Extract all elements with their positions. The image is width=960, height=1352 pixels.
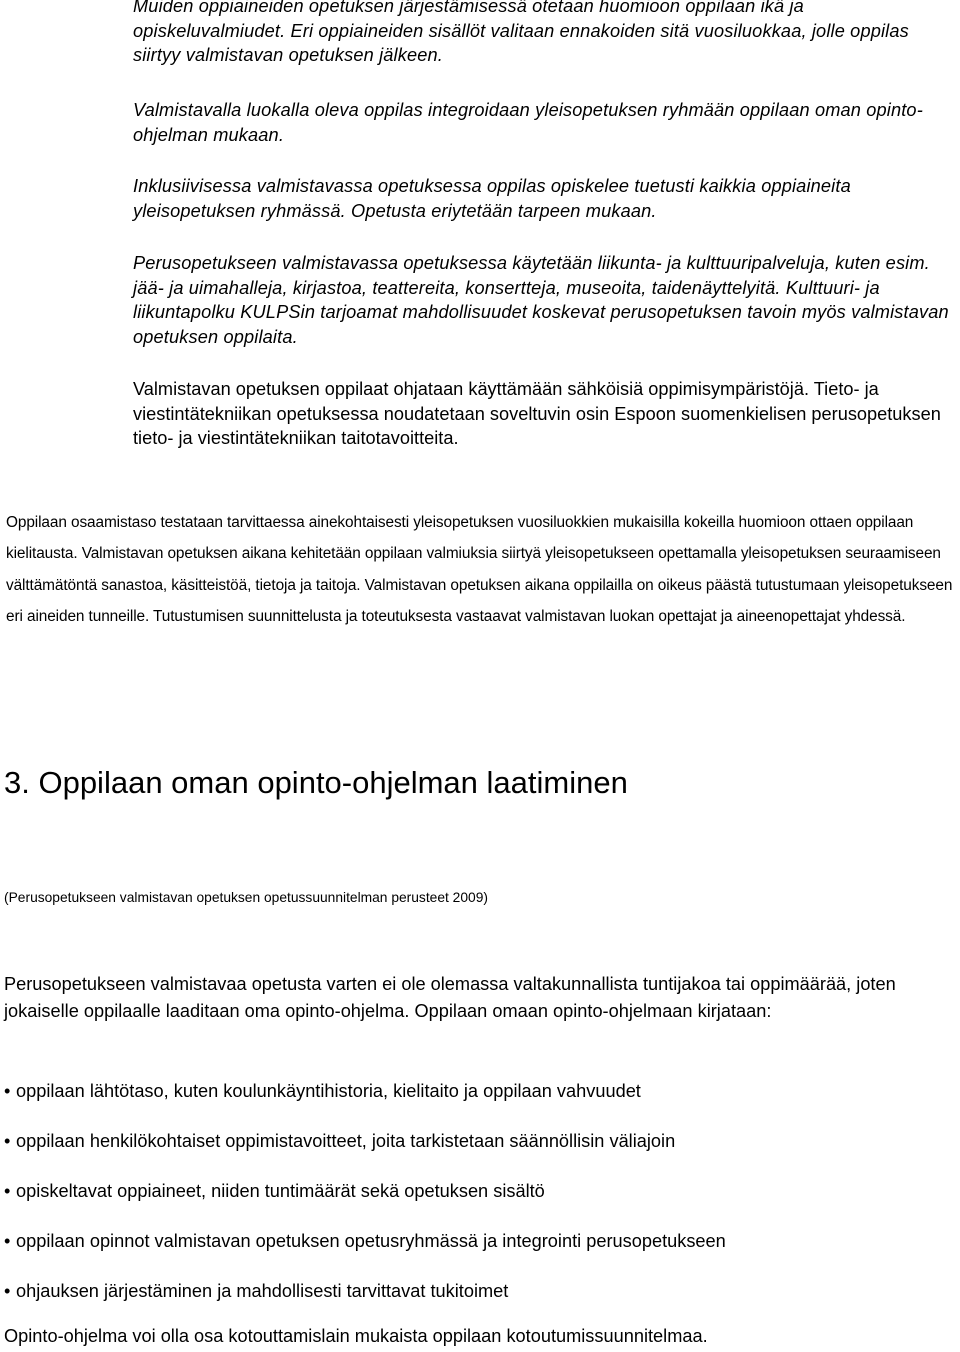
source-reference: (Perusopetukseen valmistavan opetuksen opetussuunnitelman perusteet 2009)	[4, 890, 488, 905]
list-item	[4, 1278, 726, 1328]
paragraph-digital-learning: Valmistavan opetuksen oppilaat ohjataan käyttämään sähköisiä oppimisympäristöjä. Tieto- ja viestintätekniikan opetuksessa noudatetaan soveltuvin osin Espoon suomenkielisen perusopetuksen tieto- ja viestintätekniikan taitotavoitteita.	[133, 379, 941, 448]
list-item-text: oppilaan opinnot valmistavan opetuksen opetusryhmässä ja integrointi perusopetukseen	[16, 1231, 726, 1251]
paragraph-inclusive-teaching: Inklusiivisessa valmistavassa opetuksessa oppilas opiskelee tuetusti kaikkia oppiaineita yleisopetuksen ryhmässä. Opetusta eriytetään tarpeen mukaan.	[133, 176, 851, 221]
paragraph-study-program-intro: Perusopetukseen valmistavaa opetusta varten ei ole olemassa valtakunnallista tuntijakoa tai oppimäärää, joten jokaiselle oppilaalle laaditaan oma opinto-ohjelma. Oppilaan omaan opinto-ohjelmaan kirjataan:	[4, 974, 896, 1021]
list-item	[4, 1178, 726, 1228]
paragraph-subject-organization: Muiden oppiaineiden opetuksen järjestämisessä otetaan huomioon oppilaan ikä ja opiskeluvalmiudet. Eri oppiaineiden sisällöt valitaan ennakoiden sitä vuosiluokkaa, jolle oppilas siirtyy valmistavan opetuksen jälkeen.	[133, 0, 909, 65]
bullet-icon: •	[4, 1281, 11, 1301]
list-item-text: opiskeltavat oppiaineet, niiden tuntimäärät sekä opetuksen sisältö	[16, 1181, 545, 1201]
list-item	[4, 1078, 726, 1128]
paragraph-integration: Valmistavalla luokalla oleva oppilas integroidaan yleisopetuksen ryhmään oppilaan oman opinto-ohjelman mukaan.	[133, 100, 923, 145]
section-heading: 3. Oppilaan oman opinto-ohjelman laatiminen	[4, 765, 628, 800]
list-item-text: oppilaan lähtötaso, kuten koulunkäyntihistoria, kielitaito ja oppilaan vahvuudet	[16, 1081, 641, 1101]
bullet-icon: •	[4, 1181, 11, 1201]
bullet-icon: •	[4, 1131, 11, 1151]
bullet-icon: •	[4, 1081, 11, 1101]
bullet-icon: •	[4, 1231, 11, 1251]
list-item-text: ohjauksen järjestäminen ja mahdollisesti tarvittavat tukitoimet	[16, 1281, 509, 1301]
list-item	[4, 1228, 726, 1278]
list-item-text: oppilaan henkilökohtaiset oppimistavoitteet, joita tarkistetaan säännöllisin väliajoin	[16, 1131, 676, 1151]
paragraph-assessment: Oppilaan osaamistaso testataan tarvittaessa ainekohtaisesti yleisopetuksen vuosiluokkien mukaisilla kokeilla huomioon ottaen oppilaan kielitausta. Valmistavan opetuksen aikana kehitetään oppilaan valmiuksia siirtyä yleisopetukseen opettamalla yleisopetuksen seuraamiseen välttämätöntä sanastoa, käsitteistöä, tietoja ja taitoja. Valmistavan opetuksen aikana oppilailla on oikeus päästä tutustumaan yleisopetukseen eri aineiden tunneille. Tutustumisen suunnittelusta ja toteutuksesta vastaavat valmistavan luokan opettajat ja aineenopettajat yhdessä.	[6, 514, 953, 625]
study-program-contents-list	[4, 1078, 726, 1328]
list-item	[4, 1128, 726, 1178]
paragraph-closing: Opinto-ohjelma voi olla osa kotouttamislain mukaista oppilaan kotoutumissuunnitelmaa.	[4, 1326, 708, 1346]
paragraph-culture-services: Perusopetukseen valmistavassa opetuksessa käytetään liikunta- ja kulttuuripalveluja, kuten esim. jää- ja uimahalleja, kirjastoa, teattereita, konsertteja, museoita, taidenäyttelyitä. Kulttuuri- ja liikuntapolku KULPSin tarjoamat mahdollisuudet koskevat perusopetuksen tavoin myös valmistavan opetuksen oppilaita.	[133, 253, 949, 347]
